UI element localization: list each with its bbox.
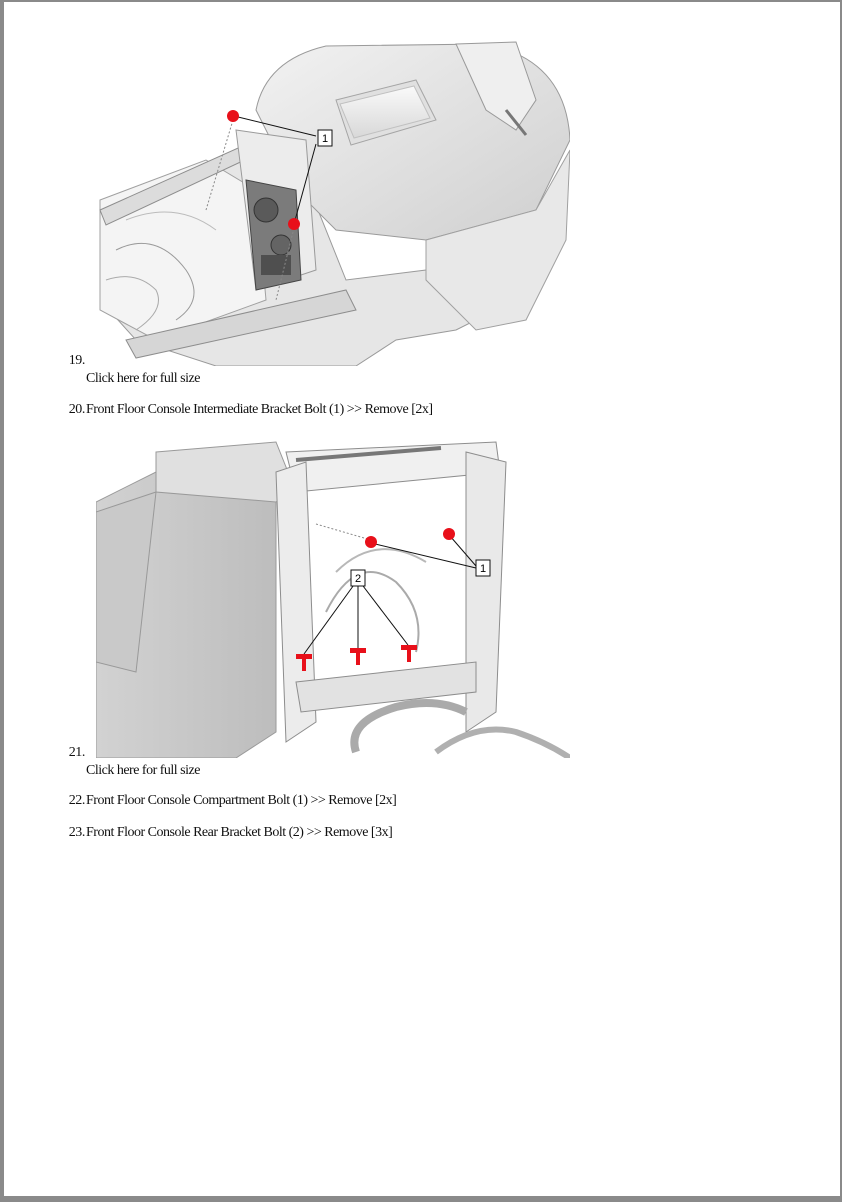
step-number: 20. (68, 402, 85, 417)
step-number: 21. (68, 745, 85, 760)
bolt-marker (288, 218, 300, 230)
step-text: Front Floor Console Intermediate Bracket Bolt (1) >> Remove [2x] (86, 402, 433, 417)
bolt-marker (443, 528, 455, 540)
bolt-marker (227, 110, 239, 122)
document-page (4, 2, 840, 1196)
step-text: Front Floor Console Compartment Bolt (1) >> Remove [2x] (86, 793, 397, 808)
full-size-link[interactable]: Click here for full size (86, 371, 200, 386)
bolt-marker (365, 536, 377, 548)
callout-label: 1 (479, 563, 487, 575)
full-size-link[interactable]: Click here for full size (86, 763, 200, 778)
figure-console-bracket-bolts (96, 40, 570, 366)
callout-label: 1 (321, 133, 329, 145)
step-number: 23. (68, 825, 85, 840)
callout-label: 2 (354, 573, 362, 585)
bolt-marker (401, 645, 417, 662)
step-number: 22. (68, 793, 85, 808)
bolt-marker (350, 648, 366, 665)
step-number: 19. (68, 353, 85, 368)
figure-console-compartment-bolts (96, 432, 570, 758)
step-text: Front Floor Console Rear Bracket Bolt (2) >> Remove [3x] (86, 825, 393, 840)
